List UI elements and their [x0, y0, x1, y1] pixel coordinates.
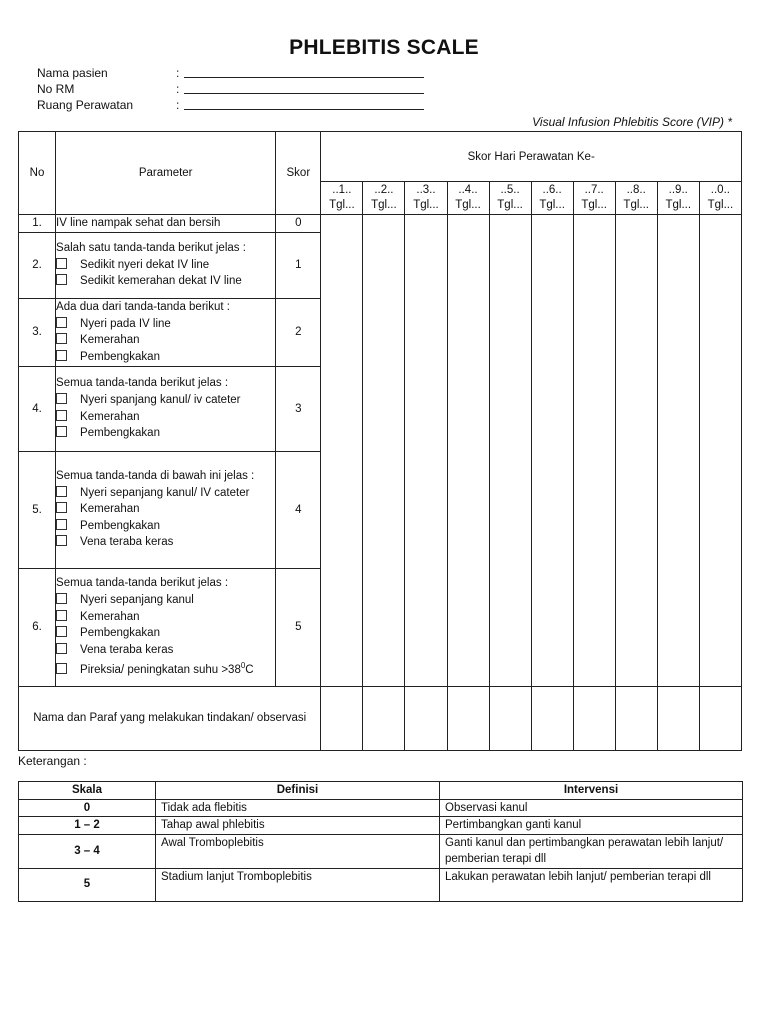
parameter-item — [56, 501, 275, 518]
day-number[interactable]: ..7.. — [584, 184, 604, 196]
signer-entry-cell[interactable] — [531, 686, 573, 750]
parameter-item-text: Vena teraba keras — [80, 643, 174, 656]
legend-title: Keterangan : — [18, 754, 87, 768]
day-date[interactable]: Tgl... — [455, 199, 481, 211]
header-score: Skor — [276, 132, 321, 215]
field-colon: : — [176, 66, 180, 80]
day-date[interactable]: Tgl... — [623, 199, 649, 211]
row-number: 3. — [19, 298, 56, 366]
day-number[interactable]: ..8.. — [626, 184, 646, 196]
checkbox-icon — [56, 426, 67, 437]
parameter-item — [56, 257, 275, 274]
patient-name-label: Nama pasien — [37, 66, 108, 80]
row-number: 6. — [19, 568, 56, 686]
parameter-item-text: Nyeri pada IV line — [80, 317, 171, 330]
signer-entry-cell[interactable] — [447, 686, 489, 750]
parameter-item — [56, 316, 275, 333]
score-entry-cell[interactable] — [573, 215, 615, 687]
row-score: 5 — [276, 568, 321, 686]
row-number: 5. — [19, 451, 56, 568]
patient-name-line[interactable] — [184, 77, 424, 78]
day-date[interactable]: Tgl... — [539, 199, 565, 211]
legend-row — [19, 868, 743, 901]
day-column-header — [573, 182, 615, 215]
checkbox-icon — [56, 333, 67, 344]
unit-celsius: C — [245, 664, 254, 677]
legend-definition: Awal Tromboplebitis — [156, 834, 440, 868]
day-date[interactable]: Tgl... — [497, 199, 523, 211]
legend-definition: Tidak ada flebitis — [156, 799, 440, 817]
day-column-header — [447, 182, 489, 215]
legend-header-scale: Skala — [19, 782, 156, 800]
day-column-header — [615, 182, 657, 215]
parameter-item-text: Vena teraba keras — [80, 536, 174, 549]
parameter-item-text: Kemerahan — [80, 610, 140, 623]
day-number[interactable]: ..3.. — [416, 184, 436, 196]
row-parameter — [56, 451, 276, 568]
day-column-header — [489, 182, 531, 215]
parameter-item — [56, 485, 275, 502]
field-colon: : — [176, 98, 180, 112]
day-number[interactable]: ..0.. — [710, 184, 730, 196]
parameter-lead: IV line nampak sehat dan bersih — [56, 217, 221, 229]
row-score: 4 — [276, 451, 321, 568]
day-number[interactable]: ..5.. — [500, 184, 520, 196]
header-no: No — [19, 132, 56, 215]
row-score: 0 — [276, 215, 321, 233]
day-column-header — [321, 182, 363, 215]
checkbox-icon — [56, 350, 67, 361]
parameter-item-text: Sedikit kemerahan dekat IV line — [80, 275, 242, 288]
parameter-item — [56, 349, 275, 366]
checkbox-icon — [56, 610, 67, 621]
signer-label: Nama dan Paraf yang melakukan tindakan/ observasi — [19, 686, 321, 750]
row-number: 4. — [19, 366, 56, 451]
row-score: 1 — [276, 232, 321, 298]
parameter-lead: Salah satu tanda-tanda berikut jelas : — [56, 242, 246, 255]
day-date[interactable]: Tgl... — [707, 199, 734, 211]
header-care-days: Skor Hari Perawatan Ke- — [321, 132, 742, 182]
parameter-item — [56, 534, 275, 551]
signer-entry-cell[interactable] — [321, 686, 363, 750]
row-parameter — [56, 232, 276, 298]
row-number: 1. — [19, 215, 56, 233]
score-entry-cell[interactable] — [489, 215, 531, 687]
checkbox-icon — [56, 393, 67, 404]
parameter-lead: Semua tanda-tanda di bawah ini jelas : — [56, 470, 255, 483]
parameter-item — [56, 425, 275, 442]
signer-entry-cell[interactable] — [657, 686, 699, 750]
legend-row — [19, 834, 743, 868]
day-number[interactable]: ..9.. — [668, 184, 688, 196]
parameter-item-text: Pembengkakan — [80, 519, 160, 532]
legend-scale: 5 — [19, 868, 156, 901]
score-entry-cell[interactable] — [615, 215, 657, 687]
checkbox-icon — [56, 486, 67, 497]
day-number[interactable]: ..4.. — [458, 184, 478, 196]
checkbox-icon — [56, 519, 67, 530]
score-entry-cell[interactable] — [531, 215, 573, 687]
legend-scale: 3 – 4 — [19, 834, 156, 868]
score-entry-cell[interactable] — [363, 215, 405, 687]
row-score: 3 — [276, 366, 321, 451]
day-date[interactable]: Tgl... — [581, 199, 607, 211]
signer-entry-cell[interactable] — [363, 686, 405, 750]
legend-intervention: Observasi kanul — [440, 799, 743, 817]
parameter-item — [56, 658, 275, 678]
parameter-item — [56, 625, 275, 642]
checkbox-icon — [56, 317, 67, 328]
header-parameter: Parameter — [56, 132, 276, 215]
signer-row — [19, 686, 742, 750]
ward-line[interactable] — [184, 109, 424, 110]
score-row — [19, 215, 742, 233]
day-number[interactable]: ..2.. — [374, 184, 394, 196]
parameter-item — [56, 392, 275, 409]
phlebitis-score-table — [18, 131, 742, 751]
degree-sign: 0 — [240, 661, 246, 671]
signer-entry-cell[interactable] — [615, 686, 657, 750]
checkbox-icon — [56, 663, 67, 674]
medical-record-label: No RM — [37, 82, 75, 96]
page-title: PHLEBITIS SCALE — [289, 36, 479, 59]
legend-intervention: Pertimbangkan ganti kanul — [440, 817, 743, 835]
day-column-header — [699, 182, 741, 215]
signer-entry-cell[interactable] — [489, 686, 531, 750]
parameter-item-text: Nyeri sepanjang kanul/ IV cateter — [80, 486, 250, 499]
day-column-header — [405, 182, 447, 215]
ward-label: Ruang Perawatan — [37, 98, 134, 112]
day-date[interactable]: Tgl... — [371, 199, 397, 211]
legend-row — [19, 817, 743, 835]
day-column-header — [657, 182, 699, 215]
legend-row — [19, 799, 743, 817]
checkbox-icon — [56, 502, 67, 513]
parameter-lead: Semua tanda-tanda berikut jelas : — [56, 577, 229, 590]
legend-header-definition: Definisi — [156, 782, 440, 800]
legend-intervention: Lakukan perawatan lebih lanjut/ pemberian terapi dll — [440, 868, 743, 901]
day-number[interactable]: ..6.. — [542, 184, 562, 196]
day-column-header — [363, 182, 405, 215]
checkbox-icon — [56, 626, 67, 637]
parameter-item — [56, 409, 275, 426]
parameter-item-text: Nyeri spanjang kanul/ iv cateter — [80, 394, 241, 406]
row-score: 2 — [276, 298, 321, 366]
parameter-item-text: Nyeri sepanjang kanul — [80, 593, 194, 606]
vip-note: Visual Infusion Phlebitis Score (VIP) * — [532, 115, 732, 129]
legend-header-intervention: Intervensi — [440, 782, 743, 800]
day-date[interactable]: Tgl... — [329, 199, 355, 211]
signer-entry-cell[interactable] — [699, 686, 741, 750]
checkbox-icon — [56, 274, 67, 285]
checkbox-icon — [56, 258, 67, 269]
day-number[interactable]: ..1.. — [332, 184, 352, 196]
parameter-item — [56, 518, 275, 535]
parameter-item-text: Pembengkakan — [80, 350, 160, 363]
day-column-header — [531, 182, 573, 215]
legend-definition: Tahap awal phlebitis — [156, 817, 440, 835]
legend-intervention: Ganti kanul dan pertimbangkan perawatan lebih lanjut/ pemberian terapi dll — [440, 834, 743, 868]
score-entry-cell[interactable] — [405, 215, 447, 687]
row-parameter — [56, 568, 276, 686]
row-number: 2. — [19, 232, 56, 298]
parameter-item-text: Pireksia/ peningkatan suhu >38 — [80, 664, 241, 677]
legend-scale: 0 — [19, 799, 156, 817]
legend-definition: Stadium lanjut Tromboplebitis — [156, 868, 440, 901]
legend-table — [18, 781, 743, 902]
parameter-item — [56, 273, 275, 290]
score-entry-cell[interactable] — [447, 215, 489, 687]
day-date[interactable]: Tgl... — [413, 199, 439, 211]
row-parameter — [56, 298, 276, 366]
parameter-item — [56, 332, 275, 349]
parameter-item-text: Kemerahan — [80, 410, 140, 423]
parameter-lead: Semua tanda-tanda berikut jelas : — [56, 377, 229, 390]
checkbox-icon — [56, 410, 67, 421]
legend-scale: 1 – 2 — [19, 817, 156, 835]
row-parameter — [56, 366, 276, 451]
parameter-item-text: Sedikit nyeri dekat IV line — [80, 258, 210, 271]
parameter-lead: Ada dua dari tanda-tanda berikut : — [56, 300, 230, 313]
row-parameter — [56, 215, 276, 233]
medical-record-line[interactable] — [184, 93, 424, 94]
signer-entry-cell[interactable] — [405, 686, 447, 750]
parameter-item-text: Kemerahan — [80, 503, 140, 516]
field-colon: : — [176, 82, 180, 96]
parameter-item — [56, 609, 275, 626]
score-entry-cell[interactable] — [699, 215, 741, 687]
checkbox-icon — [56, 593, 67, 604]
checkbox-icon — [56, 643, 67, 654]
parameter-item-text: Pembengkakan — [80, 627, 160, 640]
signer-entry-cell[interactable] — [573, 686, 615, 750]
score-entry-cell[interactable] — [657, 215, 699, 687]
checkbox-icon — [56, 535, 67, 546]
score-entry-cell[interactable] — [321, 215, 363, 687]
day-date[interactable]: Tgl... — [665, 199, 692, 211]
parameter-item-text: Kemerahan — [80, 334, 140, 347]
parameter-item — [56, 592, 275, 609]
parameter-item-text: Pembengkakan — [80, 427, 160, 440]
parameter-item — [56, 642, 275, 659]
